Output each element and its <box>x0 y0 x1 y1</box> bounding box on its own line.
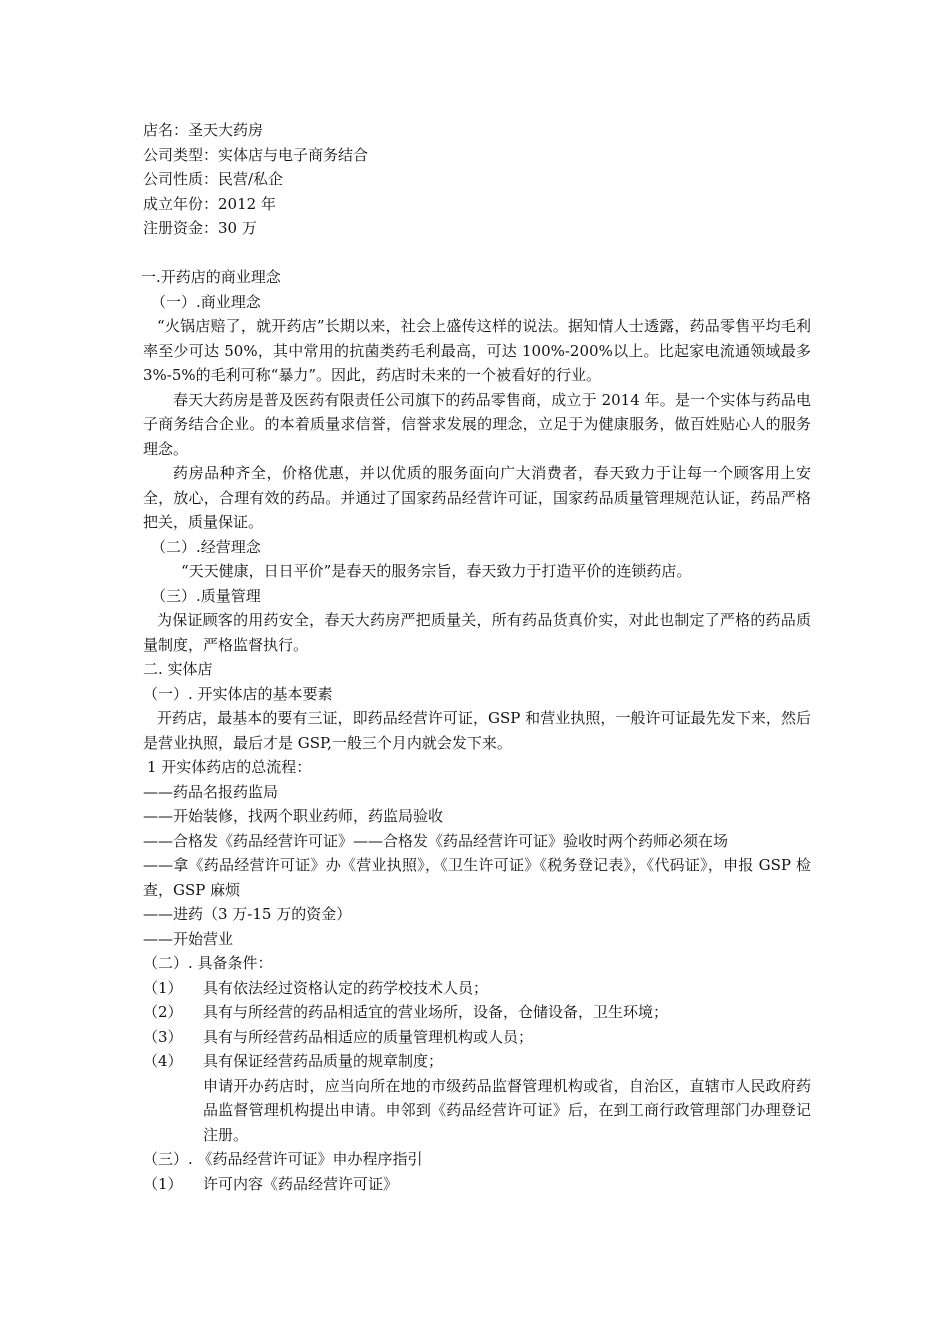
list-text: 具有保证经营药品质量的规章制度； <box>203 1052 444 1070</box>
process-step: ——开始装修，找两个职业药师，药监局验收 <box>143 807 444 825</box>
list-number: （4） <box>143 1052 183 1070</box>
section-2-2-heading: （二）. 具备条件： <box>143 954 273 972</box>
list-number: （3） <box>143 1027 183 1046</box>
section-1-2-heading: （二）.经营理念 <box>151 537 261 556</box>
section-1-heading: 一.开药店的商业理念 <box>141 268 281 286</box>
process-step: ——开始营业 <box>143 929 234 948</box>
section-1-3-paragraph: 为保证顾客的用药安全，春天大药房严把质量关，所有药品货真价实，对此也制定了严格的药品质量制度，严格监督执行。 <box>143 611 811 654</box>
section-2-heading: 二. 实体店 <box>143 660 213 678</box>
section-2-3-heading: （三）. 《药品经营许可证》申办程序指引 <box>143 1150 423 1168</box>
list-item <box>143 1000 811 1025</box>
process-step: ——合格发《药品经营许可证》——合格发《药品经营许可证》验收时两个药师必须在场 <box>143 831 729 850</box>
list-text: 许可内容《药品经营许可证》 <box>203 1174 399 1193</box>
list-number: （2） <box>143 1003 183 1021</box>
process-step: ——药品名报药监局 <box>143 782 279 801</box>
section-1-1-paragraph-1: “火锅店赔了，就开药店”长期以来，社会上盛传这样的说法。据知情人士透露，药品零售平均毛利率至少可达 50%，其中常用的抗菌类药毛利最高，可达 100%-200%以上。比起家电流通领域最多 3%-5%的毛利可称“暴力”。因此，药店时未来的一个被看好的行业。 <box>143 317 811 384</box>
info-company-nature: 公司性质：民营/私企 <box>143 170 284 188</box>
list-item <box>143 1172 811 1197</box>
section-1-1-heading: （一）.商业理念 <box>151 292 261 311</box>
list-item <box>143 1025 811 1050</box>
application-note: 申请开办药店时，应当向所在地的市级药品监督管理机构或省，自治区，直辖市人民政府药品监督管理机构提出申请。申邻到《药品经营许可证》后，在到工商行政管理部门办理登记注册。 <box>203 1076 811 1144</box>
process-step: ——拿《药品经营许可证》办《营业执照》，《卫生许可证》《税务登记表》，《代码证》，申报 GSP 检查，GSP 麻烦 <box>143 856 811 899</box>
section-2-1-heading: （一）. 开实体店的基本要素 <box>143 684 333 703</box>
section-1-1-paragraph-2: 春天大药房是普及医药有限责任公司旗下的药品零售商，成立于 2014 年。是一个实体与药品电子商务结合企业。的本着质量求信誉，信誉求发展的理念，立足于为健康服务，做百姓贴心人的服务理念。 <box>143 390 811 458</box>
spacer <box>143 241 811 266</box>
section-2-1-paragraph: 开药店，最基本的要有三证，即药品经营许可证，GSP 和营业执照，一般许可证最先发下来，然后是营业执照，最后才是 GSP,一般三个月内就会发下来。 <box>143 709 811 752</box>
info-company-type: 公司类型：实体店与电子商务结合 <box>143 145 369 164</box>
section-1-3-heading: （三）.质量管理 <box>151 586 261 605</box>
info-store-name: 店名：圣天大药房 <box>143 121 264 139</box>
list-text: 具有与所经营药品相适应的质量管理机构或人员； <box>203 1027 534 1046</box>
process-title: 1 开实体药店的总流程： <box>147 758 312 776</box>
document-page <box>143 118 811 1196</box>
section-1-1-paragraph-3: 药房品种齐全，价格优惠，并以优质的服务面向广大消费者，春天致力于让每一个顾客用上安全，放心，合理有效的药品。并通过了国家药品经营许可证，国家药品质量管理规范认证，药品严格把关，质量保证。 <box>143 464 811 531</box>
list-item <box>143 1049 811 1074</box>
list-text: 具有依法经过资格认定的药学校技术人员； <box>203 978 489 997</box>
list-number: （1） <box>143 978 183 997</box>
list-item <box>143 976 811 1001</box>
info-registered-capital: 注册资金：30 万 <box>143 219 257 237</box>
list-text: 具有与所经营的药品相适宜的营业场所，设备，仓储设备，卫生环境； <box>203 1003 669 1021</box>
section-1-2-paragraph: “天天健康，日日平价”是春天的服务宗旨，春天致力于打造平价的连锁药店。 <box>181 562 692 580</box>
list-number: （1） <box>143 1174 183 1193</box>
info-founded-year: 成立年份：2012 年 <box>143 194 276 213</box>
process-step: ——进药（3 万-15 万的资金） <box>143 905 352 923</box>
